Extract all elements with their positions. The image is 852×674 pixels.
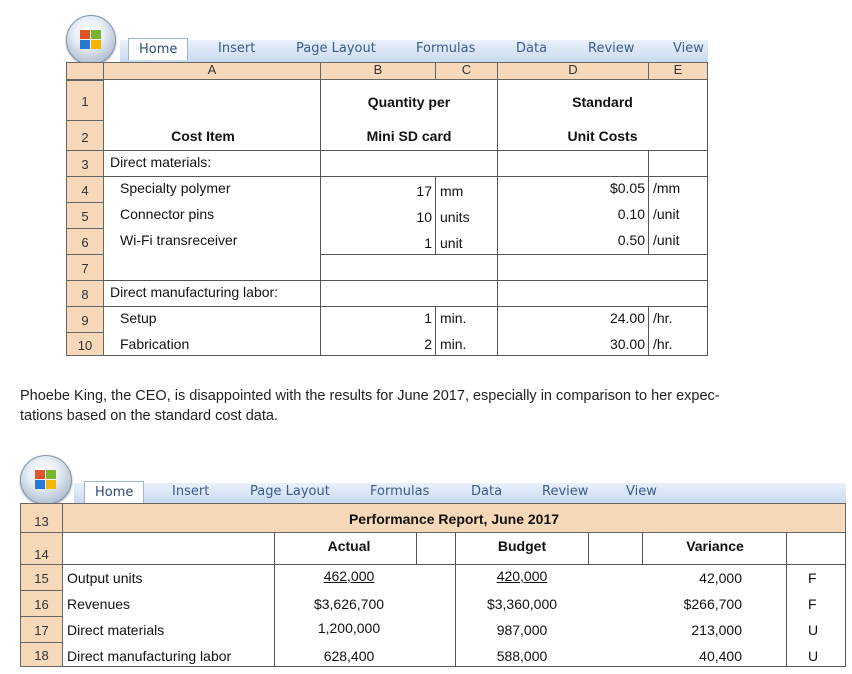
cell-b5[interactable]: 10 [416,209,432,225]
tab-data[interactable]: Data [516,41,548,56]
ribbon-tabs-2 [74,483,846,504]
row-label[interactable]: Direct materials [67,622,165,638]
row-header[interactable]: 6 [66,228,104,255]
variance-flag[interactable]: F [808,570,817,586]
cell-d9[interactable]: 24.00 [609,310,645,326]
tab-home[interactable]: Home [128,38,188,60]
office-button[interactable] [66,15,116,65]
row-header[interactable]: 10 [66,332,104,356]
row-header[interactable]: 7 [66,254,104,281]
cell-c10[interactable]: min. [440,336,467,352]
office-button-icon [80,30,102,50]
cell-b9[interactable]: 1 [424,310,432,326]
row-header[interactable]: 13 [20,503,63,533]
row-label[interactable]: Direct manufacturing labor [67,648,232,664]
cell-e6[interactable]: /unit [653,232,680,248]
actual-value[interactable]: 462,000 [323,568,375,584]
tab-view[interactable]: View [626,484,657,499]
description-line-2: tations based on the standard cost data. [20,408,278,424]
tab-review[interactable]: Review [588,41,635,56]
description-line-1: Phoebe King, the CEO, is disappointed with the results for June 2017, especially in comparison to her expec- [20,388,720,404]
column-heading-actual[interactable]: Actual [327,538,371,554]
tab-page-layout[interactable]: Page Layout [296,41,376,56]
row-label[interactable]: Output units [67,570,143,586]
cell-d10[interactable]: 30.00 [609,336,645,352]
cell-c5[interactable]: units [440,209,470,225]
budget-value[interactable]: 588,000 [496,648,548,664]
header-unit-costs[interactable]: Unit Costs [567,128,638,144]
cell-c9[interactable]: min. [440,310,467,326]
column-header-e[interactable]: E [648,62,708,80]
row-header[interactable]: 1 [66,80,104,121]
actual-value[interactable]: $3,626,700 [313,596,385,612]
column-header-d[interactable]: D [497,62,649,80]
cell-a9[interactable]: Setup [120,310,157,326]
tab-view[interactable]: View [673,41,704,56]
cell-c4[interactable]: mm [440,183,464,199]
cell-a3[interactable]: Direct materials: [110,154,212,170]
cell-a4[interactable]: Specialty polymer [120,180,231,196]
row-header[interactable]: 18 [20,642,63,667]
tab-page-layout[interactable]: Page Layout [250,484,330,499]
office-button-icon [35,470,57,490]
row-header[interactable]: 16 [20,590,63,617]
row-header[interactable]: 5 [66,202,104,229]
cell-d5[interactable]: 0.10 [617,206,645,222]
actual-value[interactable]: 628,400 [323,648,375,664]
cell-d6[interactable]: 0.50 [617,232,645,248]
budget-value[interactable]: 987,000 [496,622,548,638]
row-header[interactable]: 17 [20,616,63,643]
variance-flag[interactable]: U [808,622,819,638]
cell-e4[interactable]: /mm [653,180,681,196]
column-header-b[interactable]: B [320,62,436,80]
cell-b6[interactable]: 1 [424,235,432,251]
corner-cell[interactable] [66,62,104,80]
cell-a10[interactable]: Fabrication [120,336,190,352]
header-mini-sd-card[interactable]: Mini SD card [366,128,452,144]
cell-a8[interactable]: Direct manufacturing labor: [110,284,279,300]
description-paragraph [20,386,780,426]
cell-e9[interactable]: /hr. [653,310,673,326]
column-header-a[interactable]: A [103,62,321,80]
ribbon-tabs-1 [120,40,708,63]
row-header[interactable]: 15 [20,564,63,591]
column-heading-variance[interactable]: Variance [686,538,744,554]
variance-flag[interactable]: U [808,648,819,664]
variance-value[interactable]: $266,700 [683,596,742,612]
cell-d4[interactable]: $0.05 [609,180,645,196]
tab-insert[interactable]: Insert [218,41,256,56]
cell-e5[interactable]: /unit [653,206,680,222]
row-header[interactable]: 4 [66,176,104,203]
row-header[interactable]: 8 [66,280,104,307]
tab-formulas[interactable]: Formulas [370,484,430,499]
tab-review[interactable]: Review [542,484,589,499]
row-header[interactable]: 2 [66,120,104,151]
cell-b4[interactable]: 17 [416,183,432,199]
budget-value[interactable]: 420,000 [496,568,548,584]
tab-formulas[interactable]: Formulas [416,41,476,56]
column-header-c[interactable]: C [435,62,498,80]
row-header[interactable]: 9 [66,306,104,333]
cell-e10[interactable]: /hr. [653,336,673,352]
tab-insert[interactable]: Insert [172,484,210,499]
cell-b10[interactable]: 2 [424,336,432,352]
report-title[interactable]: Performance Report, June 2017 [62,503,846,533]
tab-home[interactable]: Home [84,481,144,503]
header-quantity-per[interactable]: Quantity per [367,94,451,110]
variance-value[interactable]: 42,000 [699,570,742,586]
budget-value[interactable]: $3,360,000 [486,596,558,612]
actual-value[interactable]: 1,200,000 [317,620,381,636]
variance-value[interactable]: 40,400 [699,648,742,664]
tab-data[interactable]: Data [471,484,503,499]
cell-a5[interactable]: Connector pins [120,206,215,222]
column-heading-budget[interactable]: Budget [497,538,547,554]
row-label[interactable]: Revenues [67,596,131,612]
row-header[interactable]: 14 [20,532,63,565]
header-standard[interactable]: Standard [572,94,633,110]
row-header[interactable]: 3 [66,150,104,177]
variance-flag[interactable]: F [808,596,817,612]
cell-a6[interactable]: Wi-Fi transreceiver [120,232,238,248]
office-button-2[interactable] [20,455,72,505]
variance-value[interactable]: 213,000 [691,622,742,638]
cell-c6[interactable]: unit [440,235,463,251]
header-cost-item[interactable]: Cost Item [171,128,235,144]
